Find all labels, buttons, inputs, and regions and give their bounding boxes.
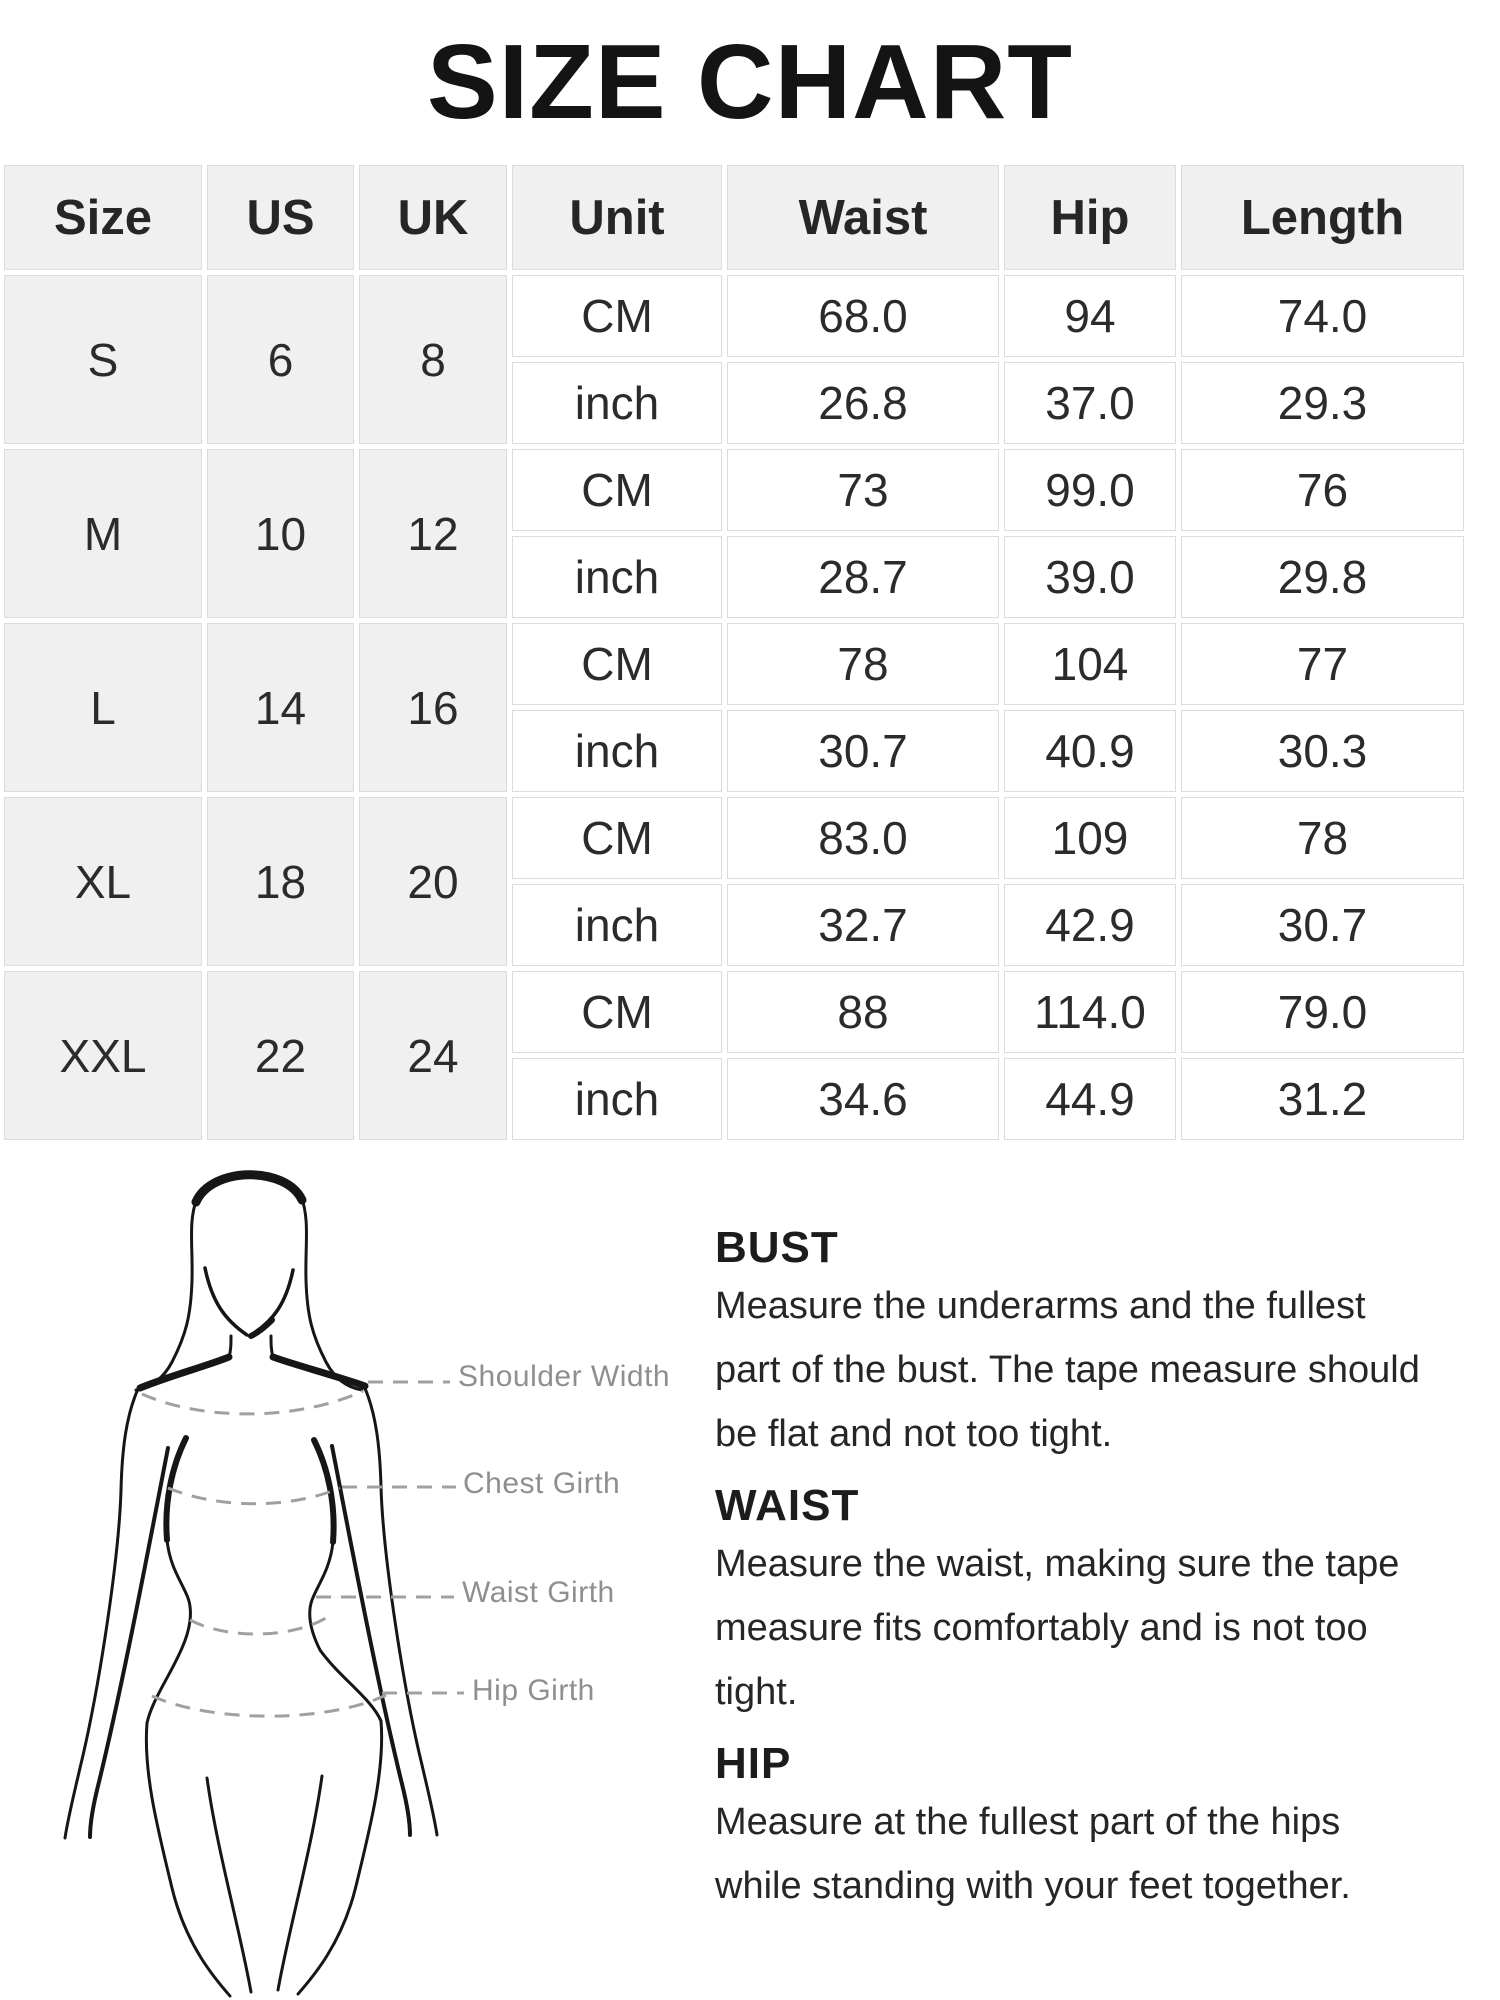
value-cell: 30.7 [727,710,999,792]
text-line: measure fits comfortably and is not too [715,1607,1368,1649]
page-title: SIZE CHART [427,23,1073,141]
value-cell: 68.0 [727,275,999,357]
unit-cell: inch [512,710,722,792]
value-cell: 42.9 [1004,884,1176,966]
text-line: part of the bust. The tape measure should [715,1349,1420,1391]
hip-paragraph [715,1790,1455,1918]
table-header-length: Length [1181,165,1464,270]
value-cell: 39.0 [1004,536,1176,618]
uk-cell: 8 [359,275,507,444]
us-cell: 18 [207,797,354,966]
value-cell: 26.8 [727,362,999,444]
value-cell: 28.7 [727,536,999,618]
value-cell: 83.0 [727,797,999,879]
value-cell: 99.0 [1004,449,1176,531]
value-cell: 30.7 [1181,884,1464,966]
unit-cell: CM [512,275,722,357]
bust-paragraph [715,1274,1455,1466]
value-cell: 73 [727,449,999,531]
uk-cell: 16 [359,623,507,792]
size-cell: M [4,449,202,618]
value-cell: 79.0 [1181,971,1464,1053]
table-header-size: Size [4,165,202,270]
value-cell: 37.0 [1004,362,1176,444]
unit-cell: CM [512,797,722,879]
value-cell: 29.3 [1181,362,1464,444]
value-cell: 76 [1181,449,1464,531]
text-line: while standing with your feet together. [715,1865,1351,1907]
uk-cell: 20 [359,797,507,966]
size-cell: XXL [4,971,202,1140]
text-line: Measure at the fullest part of the hips [715,1801,1341,1843]
value-cell: 30.3 [1181,710,1464,792]
text-line: Measure the underarms and the fullest [715,1285,1366,1327]
table-header-uk: UK [359,165,507,270]
value-cell: 77 [1181,623,1464,705]
hip-dash-arc [152,1695,386,1716]
value-cell: 94 [1004,275,1176,357]
unit-cell: inch [512,536,722,618]
shoulder-dash-arc [142,1391,363,1414]
size-cell: L [4,623,202,792]
unit-cell: CM [512,623,722,705]
size-table [4,165,1464,1140]
uk-cell: 24 [359,971,507,1140]
chest-girth-label: Chest Girth [463,1467,621,1500]
us-cell: 10 [207,449,354,618]
table-header-waist: Waist [727,165,999,270]
waist-heading: WAIST [715,1481,860,1530]
us-cell: 22 [207,971,354,1140]
size-cell: S [4,275,202,444]
measuring-instructions [715,1222,1455,1932]
value-cell: 40.9 [1004,710,1176,792]
value-cell: 78 [1181,797,1464,879]
value-cell: 74.0 [1181,275,1464,357]
value-cell: 44.9 [1004,1058,1176,1140]
unit-cell: inch [512,1058,722,1140]
value-cell: 88 [727,971,999,1053]
hip-girth-label: Hip Girth [472,1674,595,1707]
waist-paragraph [715,1532,1455,1724]
bust-heading: BUST [715,1223,839,1272]
unit-cell: CM [512,449,722,531]
waist-girth-label: Waist Girth [462,1576,615,1609]
size-cell: XL [4,797,202,966]
unit-cell: inch [512,884,722,966]
text-line: tight. [715,1671,798,1713]
text-line: Measure the waist, making sure the tape [715,1543,1400,1585]
value-cell: 31.2 [1181,1058,1464,1140]
body-measurement-diagram [0,1150,700,2000]
value-cell: 114.0 [1004,971,1176,1053]
chest-dash-arc [168,1488,340,1504]
shoulder-width-label: Shoulder Width [458,1360,671,1393]
uk-cell: 12 [359,449,507,618]
value-cell: 29.8 [1181,536,1464,618]
value-cell: 104 [1004,623,1176,705]
value-cell: 32.7 [727,884,999,966]
value-cell: 109 [1004,797,1176,879]
hip-heading: HIP [715,1739,792,1788]
table-header-unit: Unit [512,165,722,270]
value-cell: 78 [727,623,999,705]
value-cell: 34.6 [727,1058,999,1140]
unit-cell: CM [512,971,722,1053]
table-header-hip: Hip [1004,165,1176,270]
table-header-us: US [207,165,354,270]
us-cell: 6 [207,275,354,444]
waist-dash-arc [190,1618,326,1634]
us-cell: 14 [207,623,354,792]
text-line: be flat and not too tight. [715,1413,1113,1455]
unit-cell: inch [512,362,722,444]
